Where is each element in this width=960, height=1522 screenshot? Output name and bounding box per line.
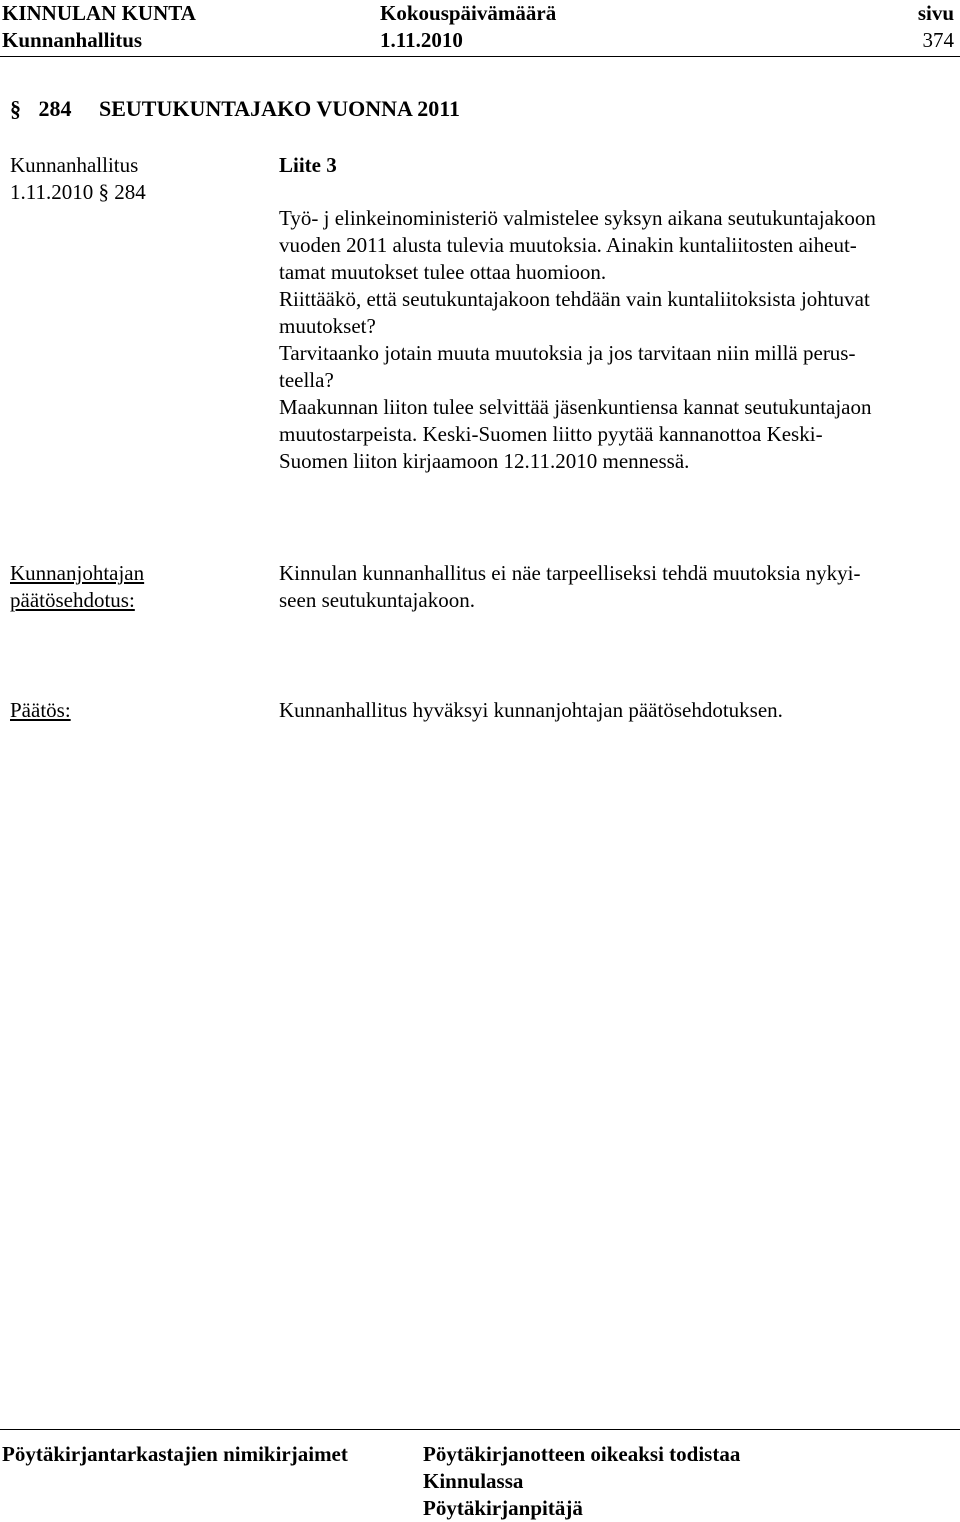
body-line: Maakunnan liiton tulee selvittää jäsenkuntiensa kannat seutukuntajaon xyxy=(279,395,872,419)
reference-body: Kunnanhallitus xyxy=(10,153,139,177)
footer-keeper: Pöytäkirjanpitäjä xyxy=(423,1496,583,1520)
header-page-number: 374 xyxy=(922,28,954,52)
footer-divider xyxy=(0,1429,960,1430)
proposal-label-line: päätösehdotus: xyxy=(10,588,135,612)
section-title: SEUTUKUNTAJAKO VUONNA 2011 xyxy=(99,96,461,121)
proposal-text xyxy=(279,560,860,614)
footer-place: Kinnulassa xyxy=(423,1469,524,1493)
header-date: 1.11.2010 xyxy=(380,28,463,52)
body-line: Riittääkö, että seutukuntajakoon tehdään vain kuntaliitoksista johtuvat xyxy=(279,287,870,311)
reference-line xyxy=(10,179,146,206)
body-line: muutokset? xyxy=(279,314,376,338)
decision-text: Kunnanhallitus hyväksyi kunnanjohtajan päätösehdotuksen. xyxy=(279,698,783,722)
body-paragraph xyxy=(279,205,876,475)
proposal-label xyxy=(10,560,144,614)
footer-initials-label: Pöytäkirjantarkastajien nimikirjaimet xyxy=(2,1442,348,1466)
header-date-label: Kokouspäivämäärä xyxy=(380,1,557,25)
body-line: muutostarpeista. Keski-Suomen liitto pyytää kannanottoa Keski- xyxy=(279,422,823,446)
body-line: Työ- j elinkeinoministeriö valmistelee syksyn aikana seutukuntajakoon xyxy=(279,206,876,230)
section-heading xyxy=(10,96,460,122)
header-divider xyxy=(0,56,960,57)
proposal-label-line: Kunnanjohtajan xyxy=(10,561,145,585)
attachment-label: Liite 3 xyxy=(279,153,337,177)
footer-certify-label: Pöytäkirjanotteen oikeaksi todistaa xyxy=(423,1442,741,1466)
body-line: vuoden 2011 alusta tulevia muutoksia. Ainakin kuntaliitosten aiheut- xyxy=(279,233,857,257)
header-org: KINNULAN KUNTA xyxy=(2,1,196,25)
body-line: Tarvitaanko jotain muuta muutoksia ja jos tarvitaan niin millä perus- xyxy=(279,341,856,365)
body-line: teella? xyxy=(279,368,334,392)
header-body: Kunnanhallitus xyxy=(2,28,143,52)
body-line: Suomen liiton kirjaamoon 12.11.2010 mennessä. xyxy=(279,449,690,473)
reference-date: 1.11.2010 xyxy=(10,180,94,204)
proposal-text-line: seen seutukuntajakoon. xyxy=(279,588,475,612)
proposal-text-line: Kinnulan kunnanhallitus ei näe tarpeelliseksi tehdä muutoksia nykyi- xyxy=(279,561,861,585)
body-line: tamat muutokset tulee ottaa huomioon. xyxy=(279,260,607,284)
decision-label: Päätös: xyxy=(10,698,71,722)
reference-symbol: § xyxy=(98,180,109,204)
section-symbol: § xyxy=(10,96,21,121)
header-page-label: sivu xyxy=(917,1,954,25)
section-number: 284 xyxy=(38,96,72,121)
reference-number: 284 xyxy=(114,180,146,204)
